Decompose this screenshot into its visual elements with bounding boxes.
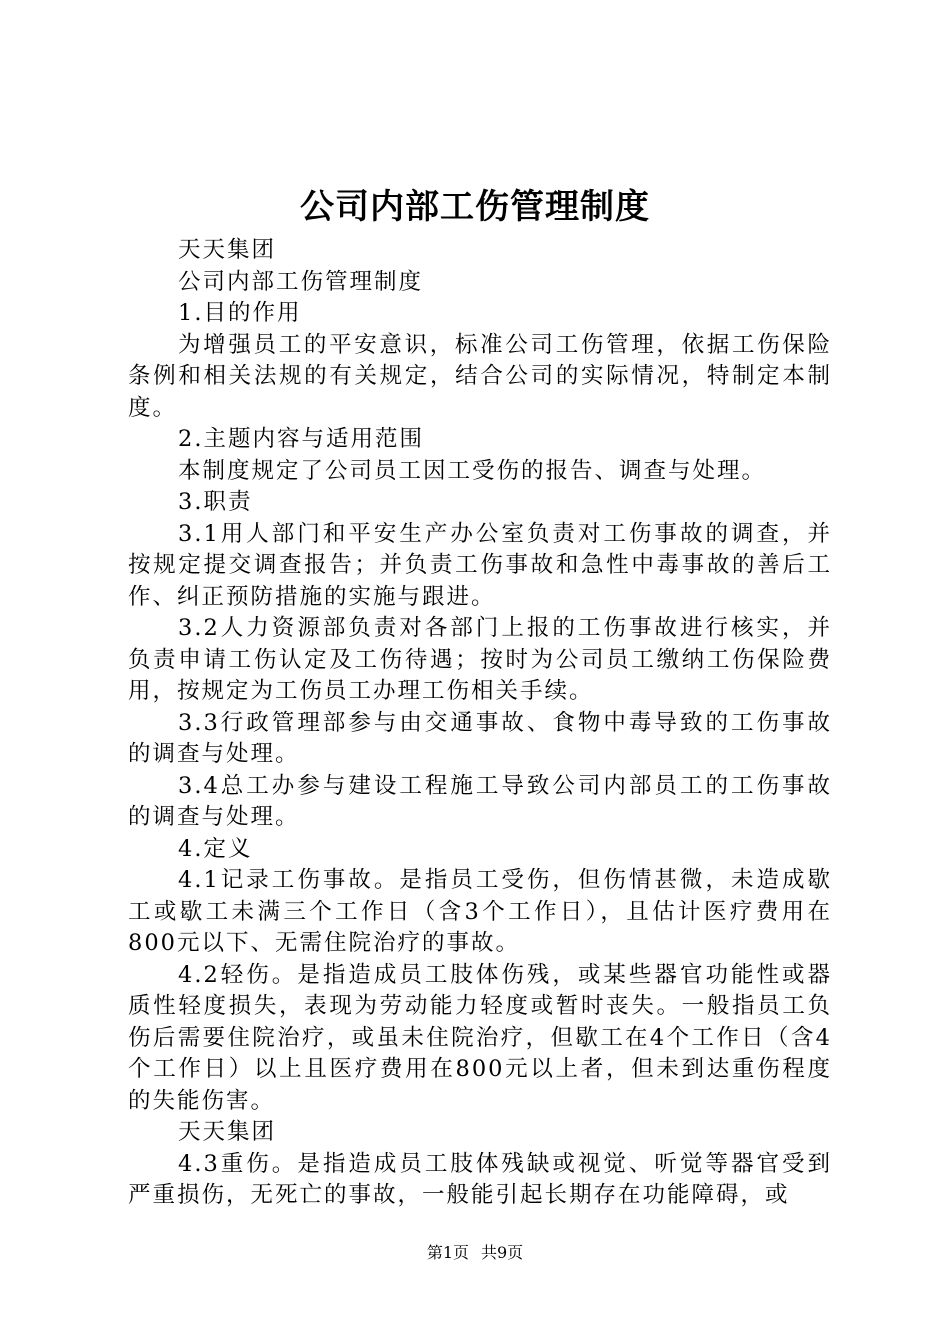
paragraph-responsibility-3-4: 3.4总工办参与建设工程施工导致公司内部员工的工伤事故的调查与处理。 (128, 772, 832, 830)
paragraph-subtitle: 公司内部工伤管理制度 (178, 268, 424, 295)
document-body (128, 235, 832, 1212)
heading-scope: 2.主题内容与适用范围 (178, 426, 424, 452)
paragraph-definition-4-2: 4.2轻伤。是指造成员工肢体伤残，或某些器官功能性或器质性轻度损失，表现为劳动能力轻度或暂时丧失。一般指员工负伤后需要住院治疗，或虽未住院治疗，但歇工在4个工作日（含4个工作日）以上且医疗费用在800元以上者，但未到达重伤程度的失能伤害。 (128, 961, 832, 1114)
heading-responsibilities: 3.职责 (178, 489, 253, 515)
paragraph-responsibility-3-2: 3.2人力资源部负责对各部门上报的工伤事故进行核实，并负责申请工伤认定及工伤待遇；按时为公司员工缴纳工伤保险费用，按规定为工伤员工办理工伤相关手续。 (128, 615, 832, 704)
paragraph-scope: 本制度规定了公司员工因工受伤的报告、调查与处理。 (178, 457, 767, 484)
paragraph-definition-4-1: 4.1记录工伤事故。是指员工受伤，但伤情甚微，未造成歇工或歇工未满三个工作日（含3个工作日），且估计医疗费用在800元以下、无需住院治疗的事故。 (128, 867, 832, 956)
paragraph-company-name: 天天集团 (178, 237, 277, 263)
document-title: 公司内部工伤管理制度 (300, 187, 650, 227)
page-footer (0, 1242, 950, 1264)
page-number-total: 共9页 (481, 1243, 524, 1262)
paragraph-responsibility-3-1: 3.1用人部门和平安生产办公室负责对工伤事故的调查，并按规定提交调查报告；并负责工伤事故和急性中毒事故的善后工作、纠正预防措施的实施与跟进。 (128, 520, 832, 610)
paragraph-responsibility-3-3: 3.3行政管理部参与由交通事故、食物中毒导致的工伤事故的调查与处理。 (128, 709, 832, 767)
paragraph-company-name-repeat: 天天集团 (178, 1119, 277, 1145)
paragraph-definition-4-3: 4.3重伤。是指造成员工肢体残缺或视觉、听觉等器官受到严重损伤，无死亡的事故，一般能引起长期存在功能障碍，或 (128, 1150, 832, 1208)
heading-definitions: 4.定义 (178, 835, 253, 862)
paragraph-purpose: 为增强员工的平安意识，标准公司工伤管理，依据工伤保险条例和相关法规的有关规定，结合公司的实际情况，特制定本制度。 (128, 331, 832, 421)
heading-purpose: 1.目的作用 (178, 300, 302, 326)
page-number-current: 第1页 (426, 1243, 469, 1262)
